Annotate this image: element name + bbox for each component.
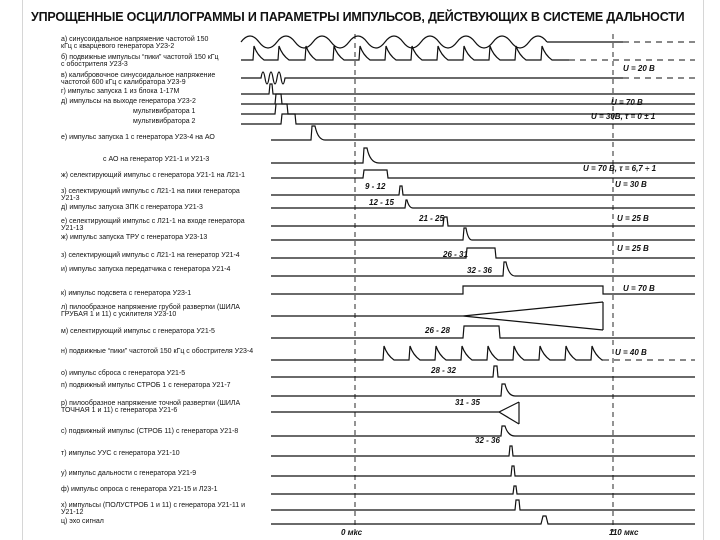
annotation-u-25-b: U = 25 В: [617, 244, 649, 253]
timing-31-35: 31 - 35: [455, 398, 480, 407]
timing-21-25: 21 - 25: [419, 214, 444, 223]
signal-strob-1: [271, 384, 695, 396]
signal-u-pikes: [271, 346, 603, 360]
signal-strob-2: [271, 426, 695, 436]
row-l-label: з) селектирующий импульс с Л21-1 на генератор У21-4: [61, 252, 240, 259]
slide-frame: [22, 0, 704, 540]
row-g-label: ж) селектирующий импульс с генератора У21-1 на Л21-1: [61, 172, 246, 179]
time-end-label: 110 мкс: [609, 528, 639, 537]
annotation-u-70-b: U = 70 В: [623, 284, 655, 293]
annotation-u-40: U = 40 В: [615, 348, 647, 357]
row-w-label: у) импульс дальности с генератора У21-9: [61, 470, 197, 477]
annotation-u-30: U = 30 В: [615, 180, 647, 189]
annotation-u-25-a: U = 25 В: [617, 214, 649, 223]
row-i-label: д) импульс запуска ЗПК с генератора У21-3: [61, 204, 203, 211]
row-e2-label: мультивибратора 2: [133, 118, 196, 125]
timing-28-32: 28 - 32: [431, 366, 456, 375]
row-r-label: о) импульс сброса с генератора У21-5: [61, 370, 186, 377]
annotation-u-70: U = 70 В: [611, 98, 643, 107]
signal-range: [271, 466, 695, 476]
row-a-label: а) синусоидальное напряжение частотой 150 кГц с кварцевого генератора У23-2: [61, 36, 209, 51]
row-d-label: г) импульс запуска 1 из блока 1-17М: [61, 88, 180, 95]
signal-d-trigger: [241, 84, 695, 94]
timing-32-36-a: 32 - 36: [467, 266, 492, 275]
signal-a-sine: [241, 36, 623, 48]
signal-c-calibration: [241, 72, 623, 84]
signal-ao-out: [271, 148, 695, 163]
signal-fine-ramp: [271, 402, 519, 424]
row-y-label: х) импульсы (ПОЛУСТРОБ 1 и 11) с генератора У21-11 и У21-12: [61, 502, 246, 517]
annotation-u-70-tau: U = 70 В, τ = 6,7 ÷ 1: [583, 164, 657, 173]
time-zero-label: 0 мкс: [341, 528, 363, 537]
row-t-label: р) пилообразное напряжение точной развертки (ШИЛА ТОЧНАЯ 1 и 11) с генератора У21-6: [61, 400, 241, 415]
row-v-label: т) импульс УУС с генератора У21-10: [61, 450, 180, 457]
row-e-label: д) импульсы на выходе генератора У23-2: [61, 98, 196, 105]
timing-26-28: 26 - 28: [425, 326, 450, 335]
row-q-label: н) подвижные “пики” частотой 150 кГц с обострителя У23-4: [61, 348, 254, 355]
signal-zpk: [271, 200, 695, 208]
annotation-u-30-tau: U = 30В, τ = 0 ± 1: [591, 112, 656, 121]
row-e1-label: мультивибратора 1: [133, 108, 196, 115]
signal-select-5: [271, 326, 695, 338]
row-n-label: к) импульс подсвета с генератора У23-1: [61, 290, 192, 297]
row-h-label: з) селектирующий импульс с Л21-1 на пики генератора У21-3: [61, 188, 240, 203]
row-c-label: в) калибровочное синусоидальное напряжение частотой 600 кГц с калибратора У23-9: [61, 72, 216, 87]
signal-reset: [271, 366, 695, 377]
page-title: УПРОЩЕННЫЕ ОСЦИЛЛОГРАММЫ И ПАРАМЕТРЫ ИМПУЛЬСОВ, ДЕЙСТВУЮЩИХ В СИСТЕМЕ ДАЛЬНОСТИ: [31, 10, 685, 24]
timing-12-15: 12 - 15: [369, 198, 394, 207]
signal-echo: [271, 516, 695, 524]
annotation-u-20: U = 20 В: [623, 64, 655, 73]
row-m-label: и) импульс запуска передатчика с генератора У21-4: [61, 266, 231, 273]
signal-interrogate: [271, 486, 695, 494]
row-x-label: ф) импульс опроса с генератора У21-15 и Л23-1: [61, 486, 218, 493]
row-o-label: л) пилообразное напряжение грубой развертки (ШИЛА ГРУБАЯ 1 и 11) с усилителя У23-10: [61, 304, 240, 319]
row-u-label: с) подвижный импульс (СТРОБ 11) с генератора У21-8: [61, 428, 239, 435]
timing-26-31: 26 - 31: [443, 250, 468, 259]
signal-tru: [271, 228, 695, 240]
row-s-label: п) подвижный импульс СТРОБ 1 с генератора У21-7: [61, 382, 231, 389]
row-f2-label: с АО на генератор У21-1 и У21-3: [103, 156, 210, 163]
row-j-label: е) селектирующий импульс с Л21-1 на входе генератора У21-13: [61, 218, 245, 233]
row-f-label: е) импульс запуска 1 с генератора У23-4 на АО: [61, 134, 215, 141]
row-k-label: ж) импульс запуска ТРУ с генератора У23-13: [61, 234, 208, 241]
timing-32-36-b: 32 - 36: [475, 436, 500, 445]
signal-f-ao: [271, 126, 695, 140]
signal-uus: [271, 446, 695, 456]
row-z-label: ц) эхо сигнал: [61, 518, 104, 525]
row-b-label: б) подвижные импульсы “пики” частотой 150 кГц с обострителя У23-3: [61, 54, 219, 69]
row-p-label: м) селектирующий импульс с генератора У21-5: [61, 328, 215, 335]
timing-9-12: 9 - 12: [365, 182, 386, 191]
signal-half-strob: [271, 500, 695, 510]
